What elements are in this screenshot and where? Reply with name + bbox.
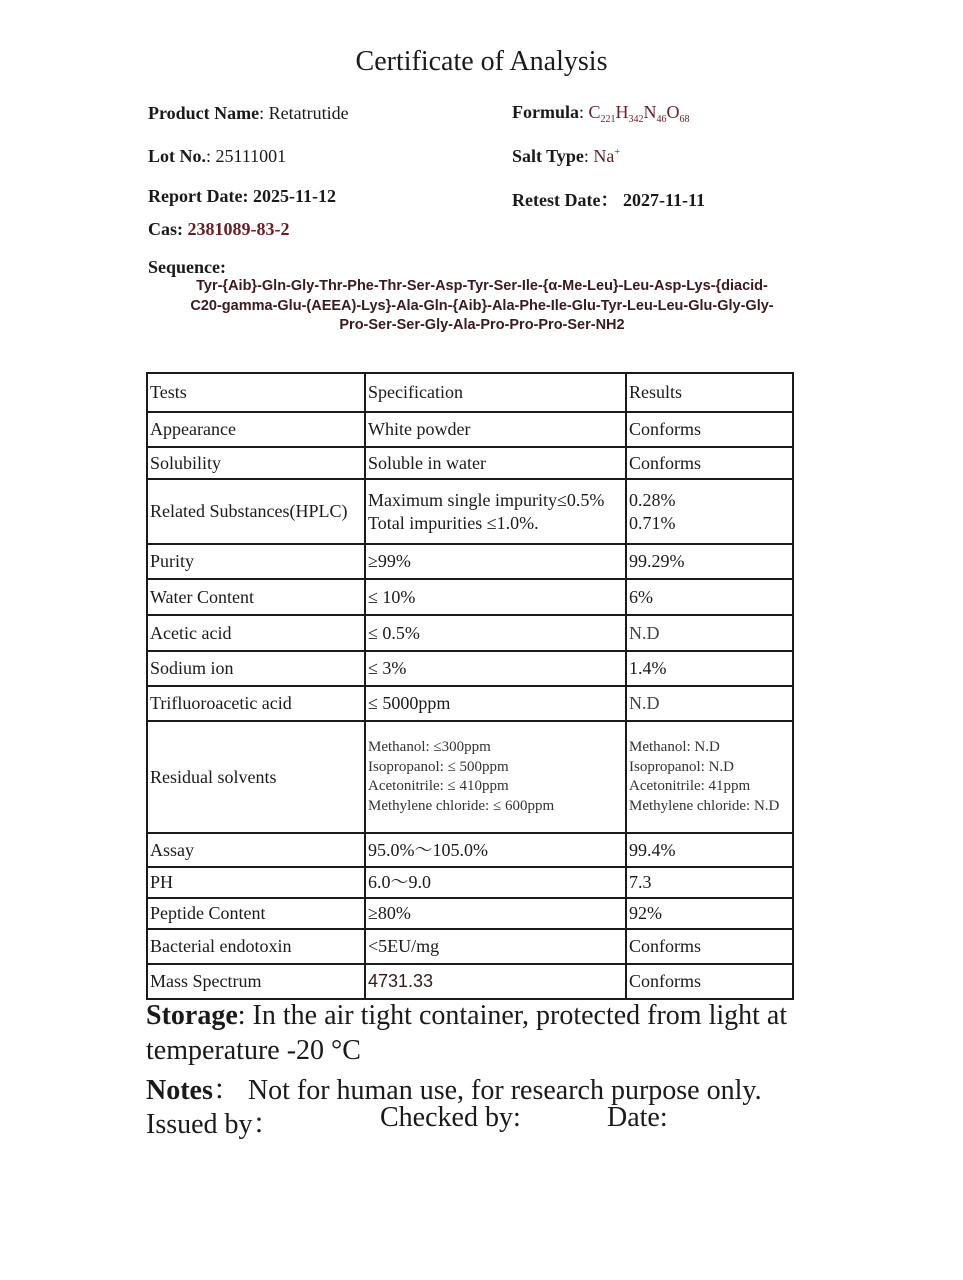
sequence-label: Sequence: [148,257,226,277]
test-result: N.D [626,686,793,721]
sequence-line: Tyr-{Aib}-Gln-Gly-Thr-Phe-Thr-Ser-Asp-Tyr-Ser-Ile-{α-Me-Leu}-Leu-Asp-Lys-{diacid- [196,278,768,294]
header-results: Results [626,373,793,412]
table-row [147,929,793,964]
storage-line-2: temperature -20 °C [146,1035,361,1066]
storage-text: : In the air tight container, protected from light at [237,1000,788,1031]
lot-number-label: Lot No. [148,146,206,166]
table-row [147,544,793,579]
sequence-line: Pro-Ser-Ser-Gly-Ala-Pro-Pro-Pro-Ser-NH2 [339,317,625,333]
test-spec: <5EU/mg [365,929,626,964]
table-row [147,867,793,898]
formula-field: Formula: $C_{221}H_{342}N_{46}O_{68}$ [512,102,690,125]
salt-type-label: Salt Type [512,146,584,166]
test-result: 92% [626,898,793,929]
result-line: Isopropanol: N.D [629,758,734,775]
test-name: Assay [147,833,365,867]
test-name: Bacterial endotoxin [147,929,365,964]
test-spec: 95.0%～105.0% [365,833,626,867]
retest-date-value: 2027-11-11 [622,190,705,210]
test-result: 7.3 [626,867,793,898]
table-header-row [147,373,793,412]
test-name: Sodium ion [147,651,365,686]
test-result: Conforms [626,964,793,999]
test-result: 1.4% [626,651,793,686]
test-name: Appearance [147,412,365,447]
test-result: Conforms [626,447,793,479]
spec-line: Methylene chloride: ≤ 600ppm [368,797,555,814]
test-spec [365,721,626,833]
result-line: Methylene chloride: N.D [629,797,780,814]
header-specification: Specification [365,373,626,412]
checked-by-label: Checked by: [380,1102,521,1133]
table-row [147,898,793,929]
test-spec: 6.0～9.0 [365,867,626,898]
lot-number-field: Lot No.: 25111001 [148,146,287,166]
salt-type-field: Salt Type: Na+ [512,146,621,166]
report-date-value: 2025-11-12 [252,186,336,206]
date-label: Date: [607,1102,668,1133]
test-result: Conforms [626,929,793,964]
cas-field [148,219,290,240]
test-name: Trifluoroacetic acid [147,686,365,721]
retest-date-label: Retest Date： [512,190,619,210]
spec-line: Total impurities ≤1.0%. [368,512,539,533]
test-spec: White powder [365,412,626,447]
report-date-field [148,186,336,207]
issued-by-label: Issued by： [146,1109,281,1140]
table-row [147,651,793,686]
spec-line: Isopropanol: ≤ 500ppm [368,758,509,775]
table-row [147,964,793,999]
storage-label: Storage [146,1000,238,1031]
test-result: 99.4% [626,833,793,867]
product-name-value: Retatrutide [268,103,349,123]
test-spec: ≤ 3% [365,651,626,686]
result-line: 0.71% [629,512,676,533]
test-result: 99.29% [626,544,793,579]
test-result: N.D [626,615,793,651]
salt-type-value: Na+ [593,146,621,166]
product-name-field: Product Name: Retatrutide [148,103,349,123]
test-result: 6% [626,579,793,615]
header-tests: Tests [147,373,365,412]
table-row [147,479,793,544]
notes-text: ： Not for human use, for research purpose only. [212,1075,762,1106]
test-name: PH [147,867,365,898]
test-name: Peptide Content [147,898,365,929]
sequence-text [148,277,816,336]
notes-label: Notes [146,1075,213,1106]
spec-line: Methanol: ≤300ppm [368,739,491,755]
result-line: 0.28% [629,489,676,510]
cas-value: 2381089-83-2 [187,219,290,239]
product-name-label: Product Name [148,103,260,123]
analysis-table [146,372,794,1000]
page-title: Certificate of Analysis [355,46,608,77]
report-date-label: Report Date: [148,186,249,206]
test-name: Solubility [147,447,365,479]
table-row [147,615,793,651]
retest-date-field [512,186,705,212]
formula-label: Formula [512,102,579,122]
result-line: Methanol: N.D [629,739,720,755]
table-row [147,579,793,615]
spec-line: Acetonitrile: ≤ 410ppm [368,778,509,794]
test-name: Mass Spectrum [147,964,365,999]
test-spec: Soluble in water [365,447,626,479]
test-result [626,479,793,544]
test-spec: 4731.33 [365,964,626,999]
test-result: Conforms [626,412,793,447]
lot-number-value: 25111001 [215,146,287,166]
test-spec [365,479,626,544]
spec-line: Maximum single impurity≤0.5% [368,489,605,510]
test-name: Residual solvents [147,721,365,833]
test-name: Purity [147,544,365,579]
test-spec: ≥80% [365,898,626,929]
test-result [626,721,793,833]
test-spec: ≤ 0.5% [365,615,626,651]
table-row [147,721,793,833]
result-line: Acetonitrile: 41ppm [629,778,751,794]
test-spec: ≤ 10% [365,579,626,615]
storage-line [146,1000,787,1032]
test-name: Water Content [147,579,365,615]
test-name: Acetic acid [147,615,365,651]
test-name: Related Substances(HPLC) [147,479,365,544]
test-spec: ≥99% [365,544,626,579]
formula-value: $C_{221}H_{342}N_{46}O_{68}$ [588,102,690,125]
cas-label: Cas: [148,219,183,239]
table-row [147,833,793,867]
table-row [147,686,793,721]
test-spec: ≤ 5000ppm [365,686,626,721]
sequence-line: C20-gamma-Glu-(AEEA)-Lys}-Ala-Gln-{Aib}-Ala-Phe-Ile-Glu-Tyr-Leu-Leu-Glu-Gly-Gly- [190,297,774,314]
table-row [147,412,793,447]
table-row [147,447,793,479]
